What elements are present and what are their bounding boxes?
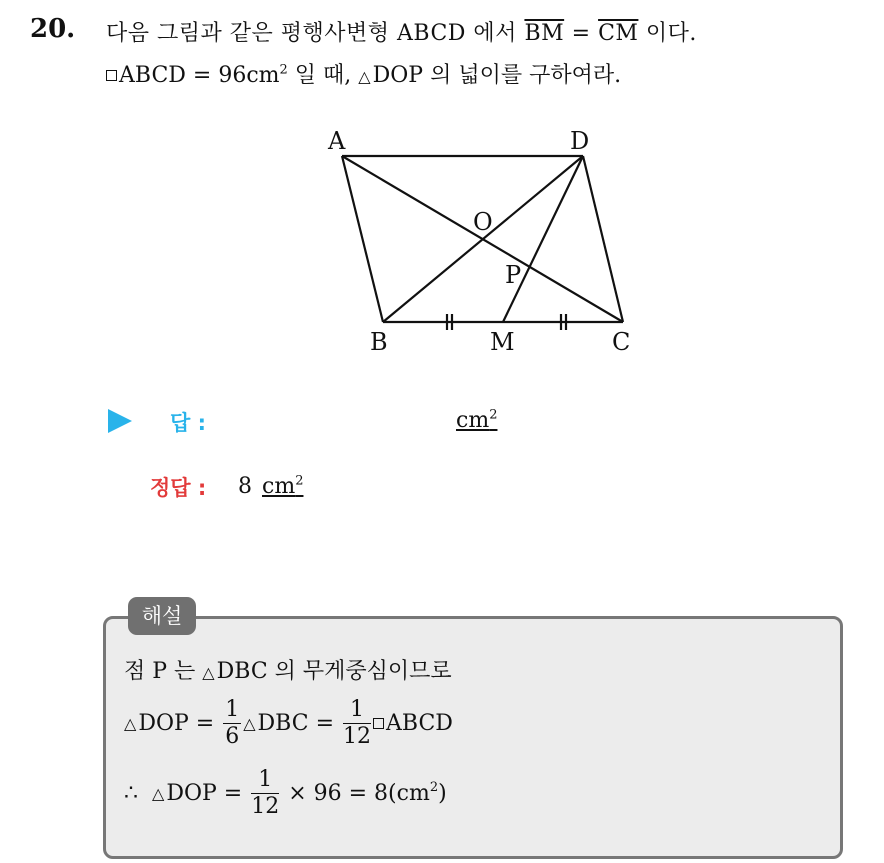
fraction-denominator: 12 [251,794,280,819]
fraction-one-twelfth [343,697,371,750]
therefore-icon: ∴ [124,781,138,806]
label-o: O [473,208,493,236]
label-d: D [570,127,590,155]
label-m: M [490,328,515,356]
answer-unit: cm [456,408,490,433]
play-icon [108,409,132,433]
segment-bm: $\overline{BM}$ [524,21,565,46]
fraction-numerator: 1 [225,697,240,722]
label-a: A [328,127,346,155]
fraction-denominator: 6 [225,724,240,749]
correct-answer-row [108,470,528,510]
answer-label: 답 : [170,411,206,435]
label-p: P [505,261,522,289]
parallelogram-symbol-icon [373,718,384,729]
question-text-d: 일 때, [287,63,359,88]
explanation-tab: 해설 [128,597,196,635]
correct-answer-value: 8 [238,474,252,499]
answer-row [108,405,528,441]
parallelogram-figure [320,120,650,360]
correct-answer-unit-sup: 2 [295,473,304,489]
ex2-text-c: ABCD [386,711,453,736]
question-text-b: 이다. [638,21,697,46]
explanation-line-1 [124,654,452,685]
side-dc [583,156,623,322]
question-number: 20. [30,14,76,44]
ex1-text-b: DBC 의 무게중심이므로 [216,659,452,684]
segment-cm: $\overline{CM}$ [598,21,639,46]
segment-dm [503,156,583,322]
question-line-2 [106,58,621,89]
fraction-one-sixth [223,697,241,750]
question-line-1 [106,16,697,47]
explanation-line-2 [124,697,453,757]
ex1-text-a: 점 P 는 [124,659,203,684]
question-text-c: ABCD = 96cm [119,63,280,88]
answer-input[interactable] [456,408,497,433]
side-ab [342,156,383,322]
parallelogram-symbol-icon [106,70,117,81]
fraction-numerator: 1 [251,767,279,794]
superscript-2: 2 [279,62,288,78]
answer-unit-sup: 2 [489,407,498,423]
ex2-text-a: DOP = [138,711,222,736]
ex3-text-a: DOP = [166,781,250,806]
question-text-e: DOP 의 넓이를 구하여라. [372,63,622,88]
triangle-symbol-icon: △ [358,67,371,86]
triangle-symbol-icon: △ [243,714,256,733]
triangle-symbol-icon: △ [124,714,137,733]
correct-answer-label: 정답 : [150,476,207,500]
diagonal-bd [383,156,583,322]
label-c: C [612,328,631,356]
label-b: B [370,328,388,356]
fraction-denominator: 12 [343,724,371,749]
explanation-line-3 [124,767,447,827]
ex2-text-b: DBC = [257,711,341,736]
ex3-sup: 2 [429,780,439,796]
correct-answer-unit-wrap [262,474,303,499]
question-text-a: 다음 그림과 같은 평행사변형 ABCD 에서 [106,21,525,46]
triangle-symbol-icon: △ [202,663,215,682]
equals-sign: = [564,21,599,46]
fraction-one-twelfth [251,767,279,820]
fraction-numerator: 1 [343,697,371,724]
correct-answer-unit: cm [262,474,296,499]
ex3-text-b: × 96 = 8(cm [281,781,430,806]
ex3-text-c: ) [438,781,447,806]
triangle-symbol-icon: △ [152,784,165,803]
